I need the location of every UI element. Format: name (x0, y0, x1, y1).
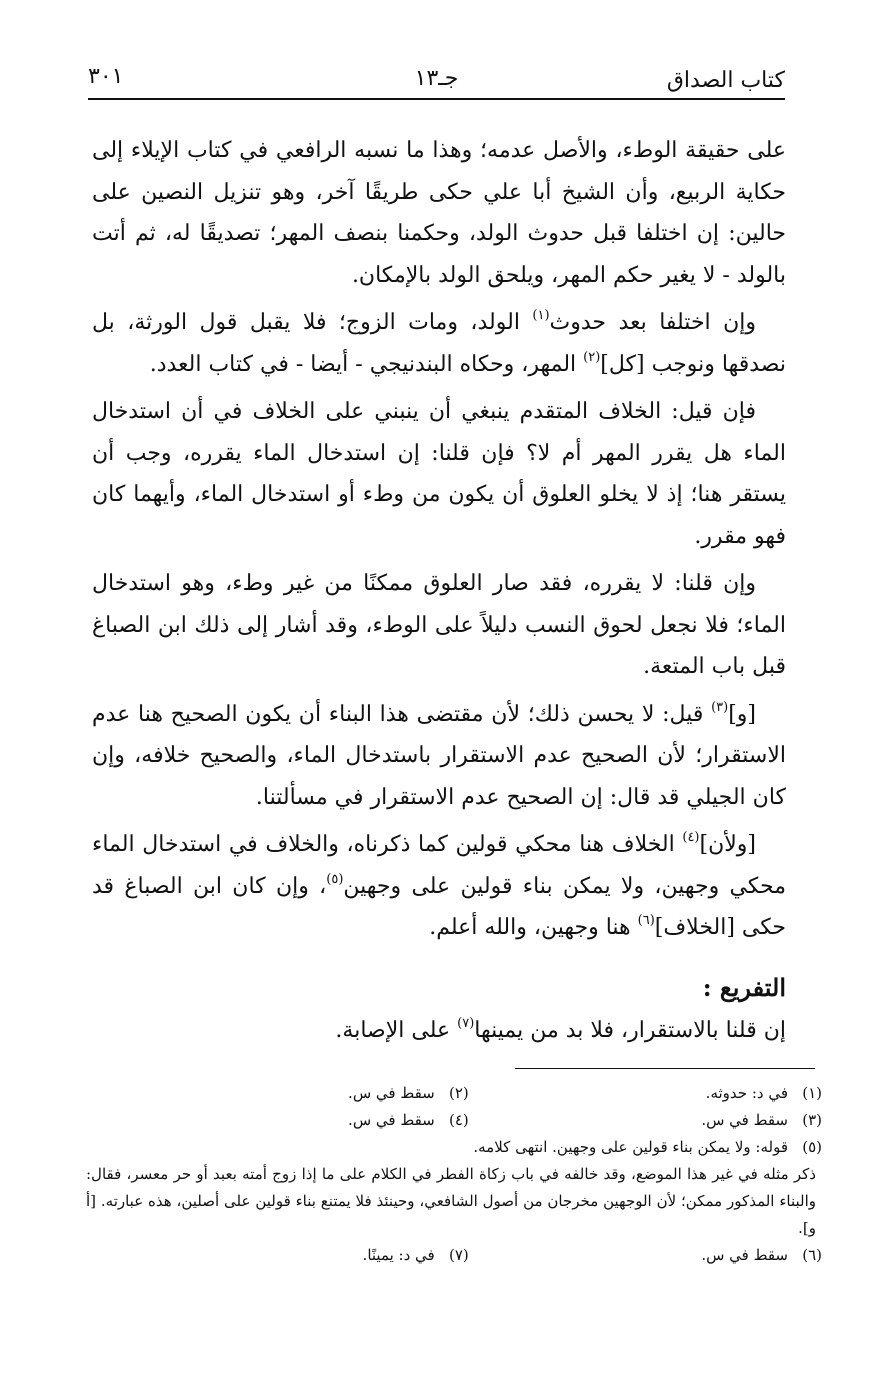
paragraph-7-part-a: إن قلنا بالاستقرار، فلا بد من يمينها (474, 1018, 786, 1043)
paragraph-2-part-c: المهر، وحكاه البندنيجي - أيضا - في كتاب العدد. (149, 351, 577, 377)
footnote-1 (469, 1080, 822, 1107)
paragraph-6-part-a: [ولأن] (699, 832, 756, 857)
paragraph-4: وإن قلنا: لا يقرره، فقد صار العلوق ممكنًا من غير وطء، وهو استدخال الماء؛ فلا نجعل لحوق النسب دليلاً على الوطء، وقد أشار إلى ذلك ابن الصباغ قبل باب المتعة. (92, 571, 786, 679)
footnote-ref-7: (٧) (457, 1016, 475, 1031)
paragraph-7 (92, 1010, 786, 1052)
paragraph-5-part-b: قيل: لا يحسن ذلك؛ لأن مقتضى هذا البناء أن يكون الصحيح هنا عدم الاستقرار؛ لأن الصحيح عدم الاستقرار باستدخال الماء، والصحيح خلافه، وإن كان الجيلي قد قال: إن الصحيح عدم الاستقرار في مسألتنا. (92, 701, 786, 810)
paragraph-2-part-a: وإن اختلفا بعد حدوث (549, 310, 756, 335)
paragraph-6-part-d: هنا وجهين، والله أعلم. (429, 915, 631, 940)
footnote-3-number: (٣) (802, 1111, 822, 1129)
footnote-1-number: (١) (802, 1084, 822, 1102)
footnote-3-text: سقط في س. (701, 1111, 788, 1129)
footnote-2 (115, 1080, 468, 1107)
footnote-ref-3: (٣) (711, 699, 729, 715)
footnote-5-line-1: قوله: ولا يمكن بناء قولين على وجهين. انتهى كلامه. (473, 1138, 788, 1156)
footnote-7-text: في د: يمينًا. (362, 1246, 435, 1264)
footnote-ref-5: (٥) (326, 871, 344, 887)
footnote-ref-6: (٦) (637, 913, 655, 928)
footnote-4 (115, 1107, 468, 1134)
volume-number: جـ١٣ (414, 66, 459, 91)
footnote-3 (469, 1107, 822, 1134)
footnote-row-2 (86, 1107, 822, 1134)
section-heading: التفريع : (702, 972, 786, 1002)
paragraph-3: فإن قيل: الخلاف المتقدم ينبغي أن ينبني على الخلاف في أن استدخال الماء هل يقرر المهر أم لا؟ فإن قلنا: إن استدخال الماء يقرره، وجب أن يستقر هنا؛ إذ لا يخلو العلوق أن يكون من وطء أو استدخال الماء، وأيهما كان فهو مقرر. (92, 399, 786, 549)
footnote-ref-4: (٤) (682, 830, 700, 845)
footnotes (86, 1080, 822, 1269)
paragraph-6-part-b: الخلاف هنا محكي قولين كما ذكرناه، والخلاف في استدخال الماء محكي وجهين، ولا يمكن بناء قولين على وجهين (92, 832, 787, 899)
footnote-row-3 (86, 1242, 822, 1269)
footnote-2-number: (٢) (448, 1084, 469, 1102)
footnote-5 (86, 1134, 822, 1161)
footnote-4-text: سقط في س. (348, 1111, 435, 1129)
paragraph-2-part-b: الولد، ومات الزوج؛ فلا يقبل قول الورثة، بل نصدقها ونوجب [كل] (92, 310, 786, 377)
paragraph-7-part-b: على الإصابة. (335, 1018, 451, 1043)
footnote-divider (515, 1068, 815, 1069)
paragraph-6 (92, 824, 786, 949)
footnote-5-number: (٥) (802, 1138, 822, 1156)
footnote-4-number: (٤) (448, 1111, 469, 1129)
footnote-2-text: سقط في س. (348, 1084, 435, 1102)
header-divider (88, 98, 785, 100)
footnote-7-number: (٧) (448, 1246, 469, 1264)
footnote-6 (469, 1242, 822, 1269)
page-number: ٣٠١ (88, 64, 124, 89)
book-title: كتاب الصداق (666, 68, 785, 93)
footnote-row-1 (86, 1080, 822, 1107)
paragraph-1: على حقيقة الوطء، والأصل عدمه؛ وهذا ما نسبه الرافعي في كتاب الإيلاء إلى حكاية الربيع، وأن الشيخ أبا علي حكى طريقًا آخر، وهو تنزيل النصين على حالين: إن اختلفا قبل حدوث الولد، وحكمنا بنصف المهر؛ تصديقًا له، ثم أتت بالولد - لا يغير حكم المهر، ويلحق الولد بالإمكان. (92, 138, 786, 288)
footnote-7 (115, 1242, 468, 1269)
running-header (88, 62, 785, 96)
footnote-6-text: سقط في س. (701, 1246, 788, 1264)
footnote-ref-1: (١) (532, 308, 550, 323)
main-text (92, 130, 786, 1058)
footnote-5-continuation: ذكر مثله في غير هذا الموضع، وقد خالفه في باب زكاة الفطر في الكلام على ما إذا زوج أمته بعبد أو حر معسر، فقال: والبناء المذكور ممكن؛ لأن الوجهين مخرجان من أصول الشافعي، وحينئذ فلا يمتنع بناء قولين على أصلين، هذه عبارته. [أ و]. (86, 1165, 816, 1237)
paragraph-2 (92, 302, 786, 385)
paragraph-5 (92, 694, 786, 819)
paragraph-6-part-c: ، وإن كان ابن الصباغ قد حكى [الخلاف] (92, 873, 786, 940)
footnote-ref-2: (٢) (583, 349, 601, 365)
footnote-6-number: (٦) (802, 1246, 822, 1264)
footnote-1-text: في د: حدوثه. (705, 1084, 788, 1102)
paragraph-5-part-a: [و] (728, 701, 757, 727)
